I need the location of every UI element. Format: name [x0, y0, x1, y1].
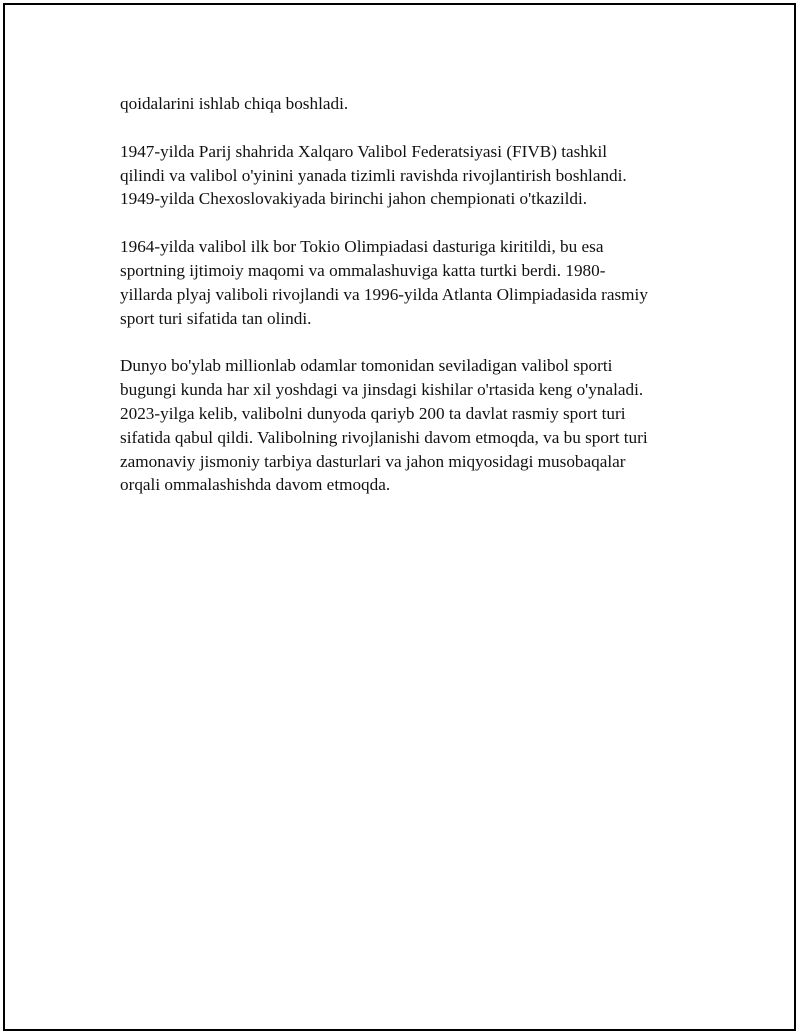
paragraph-olympics: 1964-yilda valibol ilk bor Tokio Olimpiadasi dasturiga kiritildi, bu esa sportning ijtimoiy maqomi va ommalashuviga katta turtki berdi. 1980- yillarda plyaj valiboli rivojlandi va 1996-yilda Atlanta Olimpiadasida rasmiy sport turi sifatida tan olindi. — [120, 237, 648, 328]
paragraph-worldwide: Dunyo bo'ylab millionlab odamlar tomonidan seviladigan valibol sporti bugungi kunda har xil yoshdagi va jinsdagi kishilar o'rtasida keng o'ynaladi. 2023-yilga kelib, valibolni dunyoda qariyb 200 ta davlat rasmiy sport turi sifatida qabul qildi. Valibolning rivojlanishi davom etmoqda, va bu sport turi zamonaviy jismoniy tarbiya dasturlari va jahon miqyosidagi musobaqalar orqali ommalashishda davom etmoqda. — [120, 356, 648, 495]
paragraph-continuation: qoidalarini ishlab chiqa boshladi. — [120, 94, 349, 113]
document-body — [120, 92, 700, 521]
paragraph-fivb: 1947-yilda Parij shahrida Xalqaro Valibol Federatsiyasi (FIVB) tashkil qilindi va valibol o'yinini yanada tizimli ravishda rivojlantirish boshlandi. 1949-yilda Chexoslovakiyada birinchi jahon chempionati o'tkazildi. — [120, 141, 627, 209]
document-page — [3, 3, 796, 1031]
